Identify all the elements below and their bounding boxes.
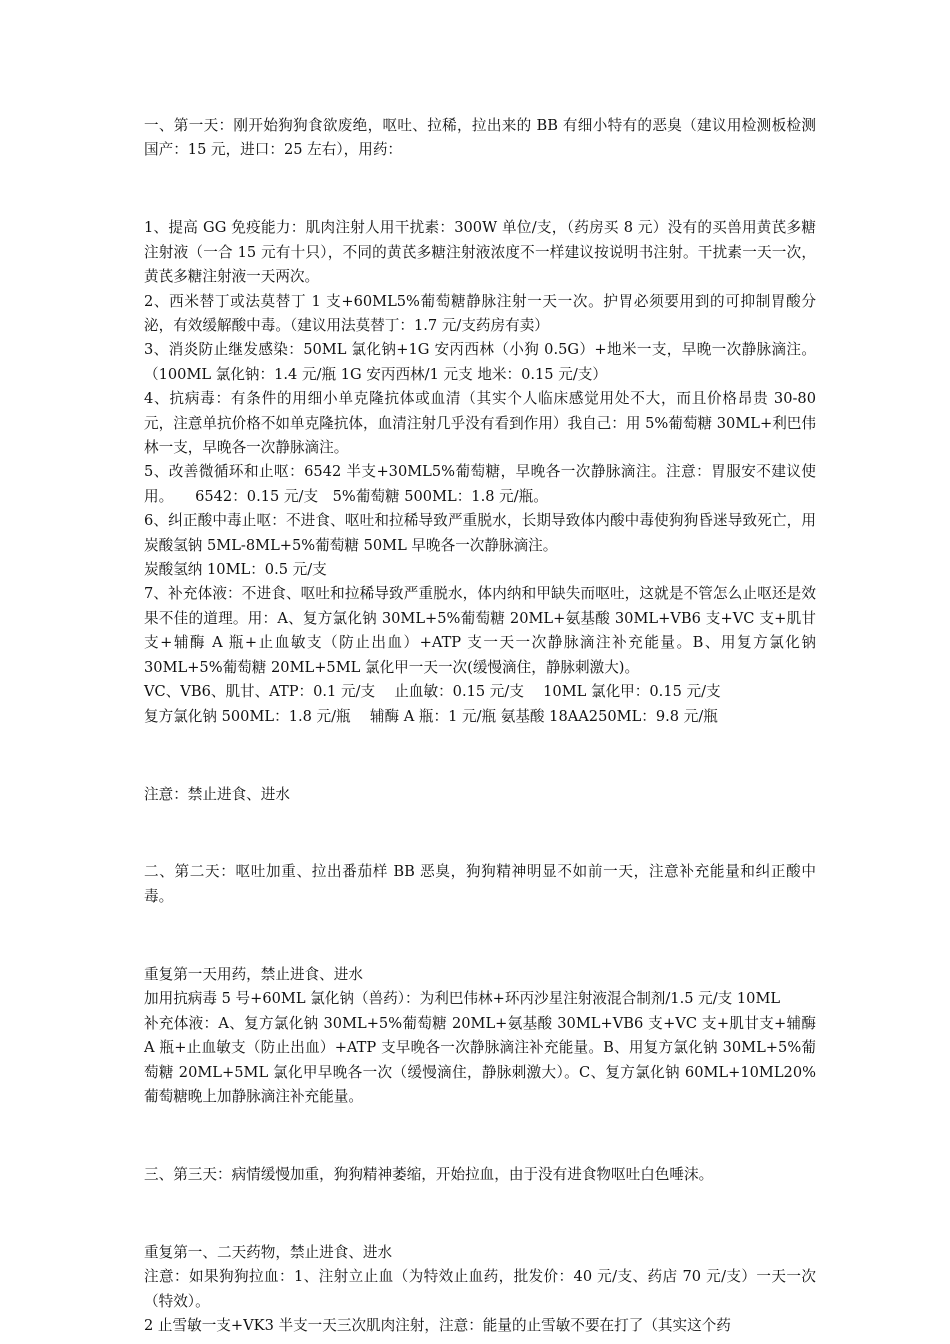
paragraph: 5、改善微循环和止呕：6542 半支+30ML5%葡萄糖，早晚各一次静脉滴注。注意：胃服安不建议使用。 6542：0.15 元/支 5%葡萄糖 500ML：1.8 元/瓶。	[144, 463, 816, 505]
paragraph: 二、第二天：呕吐加重、拉出番茄样 BB 恶臭，狗狗精神明显不如前一天，注意补充能量和纠正酸中毒。	[144, 863, 816, 905]
paragraph: 补充体液：A、复方氯化钠 30ML+5%葡萄糖 20ML+氨基酸 30ML+VB6 支+VC 支+肌甘支+辅酶 A 瓶+止血敏支（防止出血）+ATP 支早晚各一次静脉滴注补充能量。B、用复方氯化钠 30ML+5%葡萄糖 20ML+5ML 氯化甲早晚各一次（缓慢滴住，静脉刺激大）。C、复方氯化钠 60ML+10ML20%葡萄糖晚上加静脉滴注补充能量。	[144, 1014, 816, 1105]
paragraph: 2、西米替丁或法莫替丁 1 支+60ML5%葡萄糖静脉注射一天一次。护胃必须要用到的可抑制胃酸分泌，有效缓解酸中毒。（建议用法莫替丁：1.7 元/支药房有卖）	[144, 292, 816, 335]
blank-line	[144, 924, 816, 948]
paragraph: 1、提高 GG 免疫能力：肌肉注射人用干扰素：300W 单位/支，（药房买 8 元）没有的买兽用黄芪多糖注射液（一合 15 元有十只），不同的黄芪多糖注射液浓度不一样建议按说明书注射。干扰素一天一次，黄芪多糖注射液一天两次。	[144, 219, 816, 286]
paragraph: 6、纠正酸中毒止呕：不进食、呕吐和拉稀导致严重脱水，长期导致体内酸中毒使狗狗昏迷导致死亡，用炭酸氢钠 5ML-8ML+5%葡萄糖 50ML 早晚各一次静脉滴注。	[144, 512, 816, 554]
paragraph: 注意：禁止进食、进水	[144, 785, 290, 803]
paragraph: 注意：如果狗狗拉血：1、注射立止血（为特效止血药，批发价：40 元/支、药店 70 元/支）一天一次（特效）。	[144, 1268, 816, 1310]
paragraph: 重复第一、二天药物，禁止进食、进水	[144, 1243, 393, 1261]
paragraph: 2 止雪敏一支+VK3 半支一天三次肌肉注射，注意：能量的止雪敏不要在打了（其实这个药	[144, 1317, 731, 1335]
paragraph: 三、第三天：病情缓慢加重，狗狗精神萎缩，开始拉血，由于没有进食物呕吐白色唾沫。	[144, 1165, 714, 1183]
paragraph: 加用抗病毒 5 号+60ML 氯化钠（兽药）：为利巴伟林+环丙沙星注射液混合制剂/1.5 元/支 10ML	[144, 990, 781, 1008]
paragraph: 重复第一天用药，禁止进食、进水	[144, 965, 363, 983]
blank-line	[144, 744, 816, 768]
paragraph: VC、VB6、肌甘、ATP：0.1 元/支 止血敏：0.15 元/支 10ML 氯化甲：0.15 元/支	[144, 683, 721, 701]
paragraph: 炭酸氢纳 10ML：0.5 元/支	[144, 561, 327, 579]
blank-line	[144, 1124, 816, 1148]
blank-line	[144, 177, 816, 201]
blank-line	[144, 822, 816, 846]
paragraph: 一、第一天：刚开始狗狗食欲废绝，呕吐、拉稀，拉出来的 BB 有细小特有的恶臭（建议用检测板检测国产：15 元，进口：25 左右），用药：	[144, 117, 816, 159]
paragraph: 3、消炎防止继发感染：50ML 氯化钠+1G 安丙西林（小狗 0.5G）+地米一支，早晚一次静脉滴注。（100ML 氯化钠：1.4 元/瓶 1G 安丙西林/1 元支 地米：0.15 元/支）	[144, 341, 816, 383]
blank-line	[144, 1202, 816, 1226]
document-page	[144, 114, 816, 1339]
paragraph: 7、补充体液：不进食、呕吐和拉稀导致严重脱水，体内纳和甲缺失而呕吐，这就是不管怎么止呕还是效果不佳的道理。用：A、复方氯化钠 30ML+5%葡萄糖 20ML+氨基酸 30ML+VB6 支+VC 支+肌甘支+辅酶 A 瓶+止血敏支（防止出血）+ATP 支一天一次静脉滴注补充能量。B、用复方氯化钠 30ML+5%葡萄糖 20ML+5ML 氯化甲一天一次(缓慢滴住，静脉刺激大)。	[144, 585, 816, 676]
paragraph: 4、抗病毒：有条件的用细小单克隆抗体或血清（其实个人临床感觉用处不大，而且价格昂贵 30-80 元，注意单抗价格不如单克隆抗体，血清注射几乎没有看到作用）我自己：用 5%葡萄糖 30ML+利巴伟林一支，早晚各一次静脉滴注。	[144, 390, 816, 457]
paragraph: 复方氯化钠 500ML：1.8 元/瓶 辅酶 A 瓶：1 元/瓶 氨基酸 18AA250ML：9.8 元/瓶	[144, 707, 718, 725]
